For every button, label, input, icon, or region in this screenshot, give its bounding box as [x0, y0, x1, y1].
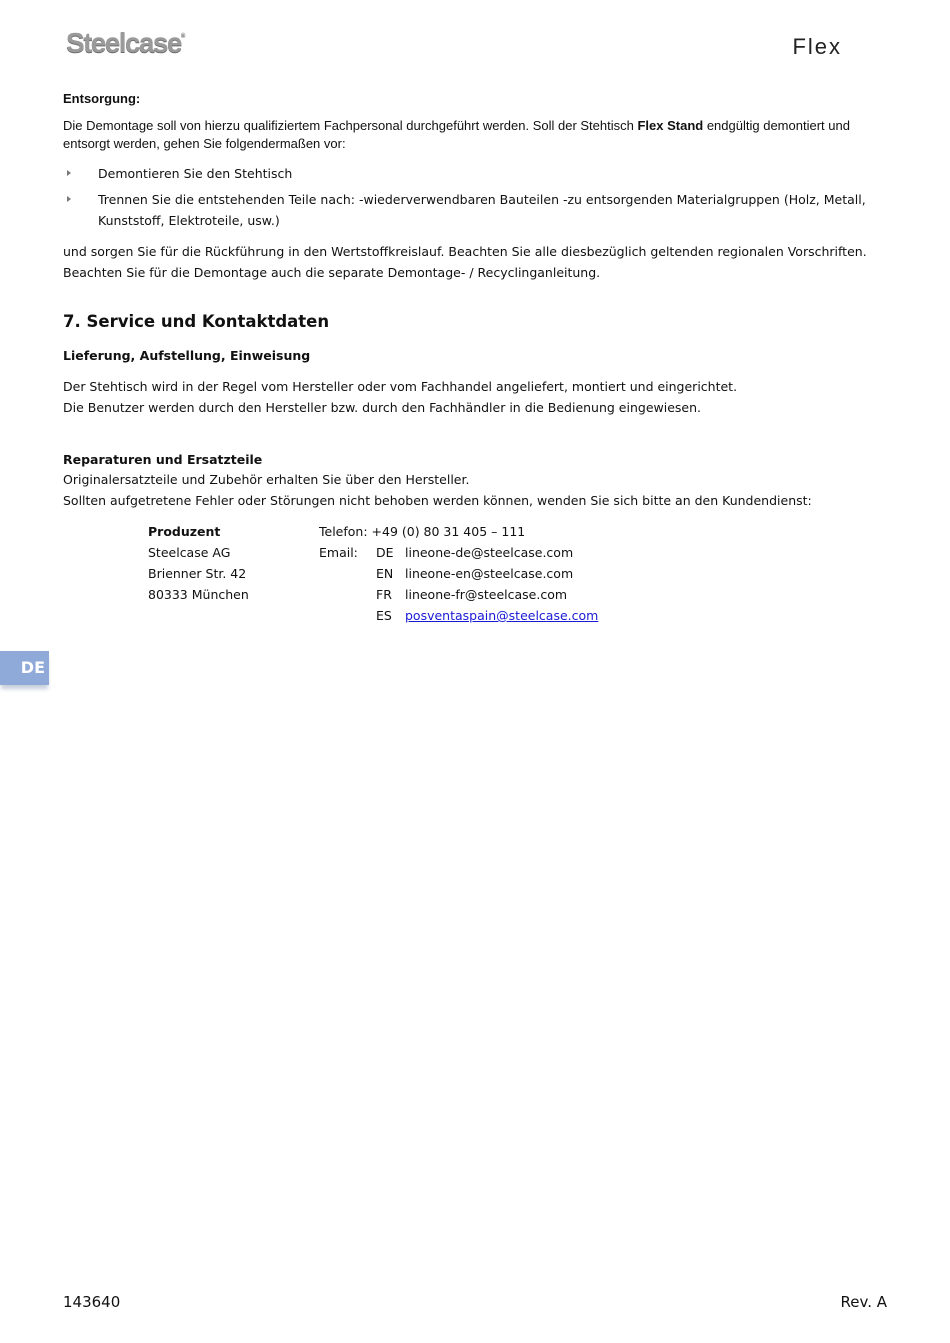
steelcase-logo: Steelcase®	[66, 27, 186, 58]
address-line: 80333 München	[148, 587, 249, 602]
repairs-line: Originalersatzteile und Zubehör erhalten Sie über den Hersteller.	[63, 472, 470, 487]
document-number: 143640	[63, 1293, 121, 1311]
phone-number: Telefon: +49 (0) 80 31 405 – 111	[319, 524, 526, 539]
email-lang: DE	[376, 545, 394, 560]
disposal-outro: und sorgen Sie für die Rückführung in den Wertstoffkreislauf. Beachten Sie alle diesbezüglich geltenden regionalen Vorschriften. Beachten Sie für die Demontage auch die separate Demontage- / Recyclinganleitung.	[63, 244, 867, 280]
section-title: 7. Service und Kontaktdaten	[63, 312, 330, 331]
address-line: Brienner Str. 42	[148, 566, 247, 581]
triangle-bullet-icon	[67, 170, 71, 176]
list-item: Demontieren Sie den Stehtisch	[63, 163, 898, 184]
delivery-line: Die Benutzer werden durch den Hersteller bzw. durch den Fachhändler in die Bedienung eingewiesen.	[63, 400, 702, 415]
email-link[interactable]: posventaspain@steelcase.com	[405, 608, 599, 623]
delivery-line: Der Stehtisch wird in der Regel vom Hersteller oder vom Fachhandel angeliefert, montiert und eingerichtet.	[63, 379, 738, 394]
revision-label: Rev. A	[840, 1293, 887, 1311]
language-tab: DE	[0, 651, 49, 685]
delivery-heading: Lieferung, Aufstellung, Einweisung	[63, 348, 311, 363]
product-name: Flex	[792, 34, 842, 59]
repairs-line: Sollten aufgetretene Fehler oder Störungen nicht behoben werden können, wenden Sie sich bitte an den Kundendienst:	[63, 493, 812, 508]
disposal-intro: Die Demontage soll von hierzu qualifiziertem Fachpersonal durchgeführt werden. Soll der Stehtisch Flex Stand endgültig demontiert und entsorgt werden, gehen Sie folgendermaßen vor:	[63, 118, 850, 151]
email-address: lineone-en@steelcase.com	[405, 566, 574, 581]
list-item: Trennen Sie die entstehenden Teile nach: -wiederverwendbaren Bauteilen -zu entsorgenden Materialgruppen (Holz, Metall, Kunststoff, Elektroteile, usw.)	[63, 189, 898, 231]
email-lang: ES	[376, 608, 392, 623]
email-address: lineone-de@steelcase.com	[405, 545, 574, 560]
repairs-heading: Reparaturen und Ersatzteile	[63, 452, 263, 467]
address-line: Steelcase AG	[148, 545, 231, 560]
email-address: lineone-fr@steelcase.com	[405, 587, 568, 602]
producer-label: Produzent	[148, 524, 221, 539]
email-lang: FR	[376, 587, 392, 602]
triangle-bullet-icon	[67, 196, 71, 202]
email-lang: EN	[376, 566, 394, 581]
email-label: Email:	[319, 545, 358, 560]
disposal-heading: Entsorgung:	[63, 91, 141, 106]
